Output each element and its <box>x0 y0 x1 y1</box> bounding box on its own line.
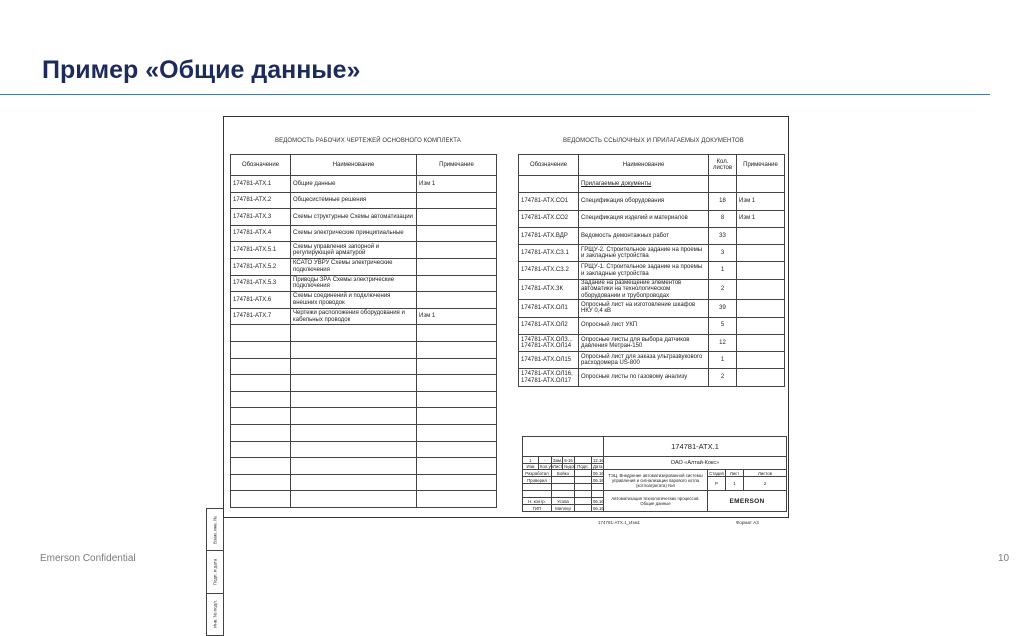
stage-value: Р <box>708 477 726 491</box>
designation-cell: 174781-АТХ.ЗК <box>519 279 579 300</box>
sheet-count: 2 <box>744 477 787 491</box>
sheet-count-cell: 5 <box>709 317 737 334</box>
referenced-documents-table <box>518 154 785 387</box>
sheet-count-cell: 2 <box>709 279 737 300</box>
table-row <box>519 369 785 386</box>
table-row <box>519 193 785 210</box>
table-row <box>519 227 785 244</box>
stamp-date: 06.16 <box>593 498 604 504</box>
table-row <box>519 210 785 227</box>
left-section-caption: ВЕДОМОСТЬ РАБОЧИХ ЧЕРТЕЖЕЙ ОСНОВНОГО КОМПЛЕКТА <box>275 138 461 144</box>
designation-cell <box>231 375 291 392</box>
note-cell <box>417 292 497 309</box>
stamp-role: Н. контр. <box>523 498 552 505</box>
designation-cell: 174781-АТХ.3 <box>231 209 291 226</box>
title-cell <box>291 341 417 358</box>
stamp-person <box>552 477 575 484</box>
stage-header: Листов <box>744 470 787 477</box>
stamp-header-cell: Подп. <box>575 464 592 470</box>
title-cell: Общесистемные решения <box>291 192 417 209</box>
stamp-cell: - <box>539 457 552 464</box>
title-cell: Опросный лист на изготовление шкафов НКУ 0,4 кВ <box>579 300 709 317</box>
stamp-signature <box>575 505 592 512</box>
stamp-cell: 1 <box>523 457 539 464</box>
confidential-footer: Emerson Confidential <box>40 553 136 564</box>
note-cell <box>417 192 497 209</box>
note-cell <box>417 458 497 475</box>
note-cell <box>417 275 497 292</box>
title-cell: Спецификация оборудования <box>579 193 709 210</box>
designation-cell: 174781-АТХ.СЗ.2 <box>519 262 579 279</box>
column-header: Наименование <box>579 155 709 176</box>
stamp-date: 06.16 <box>593 505 604 511</box>
stamp-header-cell: №док <box>564 464 576 469</box>
note-cell <box>737 352 785 369</box>
title-cell <box>291 424 417 441</box>
sheet-count-cell: 2 <box>709 369 737 386</box>
title-cell: Задание на размещение элементов автоматики на технологическом оборудовании и трубопроводах <box>579 279 709 300</box>
table-row <box>519 317 785 334</box>
stamp-header-cell: Изм <box>523 464 539 470</box>
slide-title: Пример «Общие данные» <box>42 56 361 84</box>
table-row <box>519 176 785 193</box>
stamp-person <box>552 491 575 498</box>
table-row <box>231 375 497 392</box>
designation-cell: 174781-АТХ.ОЛ15 <box>519 352 579 369</box>
stamp-date <box>592 491 604 498</box>
table-row <box>231 358 497 375</box>
designation-cell <box>231 358 291 375</box>
table-row <box>519 334 785 351</box>
table-row <box>231 491 497 508</box>
sheet-count-cell <box>709 176 737 193</box>
title-cell: Ведомость демонтажных работ <box>579 227 709 244</box>
title-cell: Схемы электрические принципиальные <box>291 225 417 242</box>
sheet-count-cell: 12 <box>709 334 737 351</box>
stamp-blank <box>523 437 604 457</box>
note-cell <box>737 279 785 300</box>
table-row <box>231 391 497 408</box>
sheet-count-cell: 18 <box>709 193 737 210</box>
designation-cell: 174781-АТХ.ОЛ2 <box>519 317 579 334</box>
title-cell: Опросные листы по газовому анализу <box>579 369 709 386</box>
sheet-count-cell: 1 <box>709 352 737 369</box>
note-cell <box>417 209 497 226</box>
side-approval-strip <box>206 508 224 636</box>
sheet-count-cell: 33 <box>709 227 737 244</box>
table-row <box>231 325 497 342</box>
title-cell <box>291 458 417 475</box>
title-divider <box>0 94 990 95</box>
stamp-person <box>552 484 575 491</box>
stamp-cell: 12.16 <box>593 457 604 463</box>
title-cell: Схемы соединений и подключения внешних проводок <box>291 292 417 309</box>
title-cell: Опросный лист УКП <box>579 317 709 334</box>
designation-cell: 174781-АТХ.1 <box>231 176 291 193</box>
note-cell <box>417 441 497 458</box>
sheet-format: Формат А3 <box>736 520 759 525</box>
sheet-number: 1 <box>726 477 744 491</box>
title-cell: Опросный лист для заказа ультразвукового расходомера US-800 <box>579 352 709 369</box>
title-cell: ГРЩУ-2. Строительное задание на проемы и закладные устройства <box>579 245 709 262</box>
column-header: Наименование <box>291 155 417 176</box>
drawings-register-table <box>230 154 497 508</box>
designation-cell <box>231 391 291 408</box>
side-cell: Взам. инв. № <box>207 509 223 551</box>
stamp-date: 06.16 <box>593 477 604 483</box>
note-cell <box>417 358 497 375</box>
designation-cell: 174781-АТХ.5.1 <box>231 242 291 259</box>
note-cell: Изм 1 <box>417 308 497 325</box>
title-cell <box>291 358 417 375</box>
note-cell <box>737 227 785 244</box>
designation-cell <box>231 424 291 441</box>
stamp-role: ГИП <box>523 505 552 512</box>
column-header: Примечание <box>737 155 785 176</box>
designation-cell: 174781-АТХ.СЗ.1 <box>519 245 579 262</box>
stamp-person: Миллер <box>552 505 575 512</box>
designation-cell <box>231 408 291 425</box>
stamp-cell <box>575 457 592 464</box>
stamp-role: Разработал <box>523 470 552 477</box>
note-cell <box>417 258 497 275</box>
company-logo: EMERSON <box>708 491 787 512</box>
title-cell <box>291 391 417 408</box>
designation-cell: 174781-АТХ.ВДР <box>519 227 579 244</box>
sheet-footer-code: 174781-АТХ.1_Изм1 <box>598 520 641 525</box>
page-number: 10 <box>998 553 1010 564</box>
note-cell <box>417 424 497 441</box>
right-section-caption: ВЕДОМОСТЬ ССЫЛОЧНЫХ И ПРИЛАГАЕМЫХ ДОКУМЕНТОВ <box>563 138 744 144</box>
note-cell <box>417 491 497 508</box>
note-cell: Изм 1 <box>737 210 785 227</box>
stamp-date <box>592 484 604 491</box>
sheet-count-cell: 3 <box>709 245 737 262</box>
sheet-count-cell: 39 <box>709 300 737 317</box>
stamp-role: Проверил <box>523 477 552 484</box>
title-cell: Чертежи расположения оборудования и кабельных проводок <box>291 308 417 325</box>
designation-cell <box>231 491 291 508</box>
note-cell: Изм 1 <box>417 176 497 193</box>
note-cell <box>417 474 497 491</box>
table-row <box>231 192 497 209</box>
note-cell <box>737 317 785 334</box>
stage-header: Стадия <box>709 470 724 476</box>
designation-cell <box>231 341 291 358</box>
designation-cell: 174781-АТХ.ОЛ3... 174781-АТХ.ОЛ14 <box>519 334 579 351</box>
note-cell <box>417 242 497 259</box>
stage-header: Лист <box>726 470 744 477</box>
title-cell: КСАТО УВРУ Схемы электрические подключения <box>291 258 417 275</box>
table-row <box>231 258 497 275</box>
stamp-signature <box>575 470 592 477</box>
table-row <box>231 458 497 475</box>
column-header: Обозначение <box>519 155 579 176</box>
title-cell <box>291 441 417 458</box>
note-cell <box>417 225 497 242</box>
stamp-signature <box>575 491 592 498</box>
stamp-person: Усова <box>552 498 575 505</box>
stamp-signature <box>575 477 592 484</box>
table-row <box>231 474 497 491</box>
side-cell: Инв. № подл. <box>212 600 218 629</box>
designation-cell <box>231 458 291 475</box>
designation-cell: 174781-АТХ.5.3 <box>231 275 291 292</box>
column-header: Обозначение <box>231 155 291 176</box>
title-cell <box>291 408 417 425</box>
table-row <box>231 225 497 242</box>
stamp-signature <box>575 498 592 505</box>
sheet-count-cell: 1 <box>709 262 737 279</box>
stamp-header-cell: Кол.уч <box>540 464 553 469</box>
table-row <box>519 352 785 369</box>
table-row <box>231 242 497 259</box>
drawing-sheet <box>206 116 790 629</box>
table-row <box>231 275 497 292</box>
stamp-signature <box>575 484 592 491</box>
table-row <box>231 408 497 425</box>
designation-cell: 174781-АТХ.СО1 <box>519 193 579 210</box>
stamp-header-cell: Дата <box>593 464 603 469</box>
title-cell: Схемы структурные Схемы автоматизации <box>291 209 417 226</box>
note-cell <box>737 369 785 386</box>
title-cell: ГРЩУ-1. Строительное задание на проемы и закладные устройства <box>579 262 709 279</box>
title-cell <box>291 325 417 342</box>
title-cell <box>291 375 417 392</box>
table-row <box>231 176 497 193</box>
note-cell <box>737 262 785 279</box>
stamp-role <box>523 484 552 491</box>
sheet-name: Автоматизация технологических процессов. Общие данные <box>604 491 708 512</box>
stamp-cell: 6-16 <box>564 457 573 463</box>
designation-cell: 174781-АТХ.7 <box>231 308 291 325</box>
note-cell <box>417 341 497 358</box>
note-cell <box>417 375 497 392</box>
title-cell: Спецификация изделий и материалов <box>579 210 709 227</box>
stamp-role <box>523 491 552 498</box>
note-cell <box>417 408 497 425</box>
title-cell <box>291 491 417 508</box>
note-cell <box>737 334 785 351</box>
note-cell <box>417 391 497 408</box>
organization-name: ОАО «Алтай-Кокс» <box>604 457 787 470</box>
designation-cell: 174781-АТХ.ОЛ16, 174781-АТХ.ОЛ17 <box>519 369 579 386</box>
designation-cell: 174781-АТХ.ОЛ1 <box>519 300 579 317</box>
designation-cell: 174781-АТХ.5.2 <box>231 258 291 275</box>
table-row <box>231 441 497 458</box>
designation-cell: 174781-АТХ.6 <box>231 292 291 309</box>
title-cell: Опросные листы для выбора датчиков давления Метран-150 <box>579 334 709 351</box>
title-cell: Схемы управления запорной и регулирующей арматурой <box>291 242 417 259</box>
designation-cell <box>231 441 291 458</box>
title-cell: Общие данные <box>291 176 417 193</box>
designation-cell: 174781-АТХ.2 <box>231 192 291 209</box>
stamp-date: 06.16 <box>593 470 604 476</box>
column-header: Кол. листов <box>709 155 737 176</box>
sheet-count-cell: 8 <box>709 210 737 227</box>
column-header: Примечание <box>417 155 497 176</box>
designation-cell <box>231 474 291 491</box>
designation-cell <box>519 176 579 193</box>
stamp-cell: Зам. <box>553 457 563 463</box>
project-title: ТЭЦ. Внедрение автоматизированной системы управления и сигнализации парового котла (котлоагрегата) №4 <box>604 470 708 491</box>
designation-cell <box>231 325 291 342</box>
table-row <box>231 308 497 325</box>
title-block <box>522 436 787 512</box>
document-code: 174781-АТХ.1 <box>604 437 787 457</box>
table-row <box>231 341 497 358</box>
table-row <box>519 279 785 300</box>
note-cell <box>737 300 785 317</box>
designation-cell: 174781-АТХ.4 <box>231 225 291 242</box>
title-cell: Прилагаемые документы <box>579 176 709 193</box>
note-cell <box>737 176 785 193</box>
table-row <box>231 292 497 309</box>
table-row <box>231 209 497 226</box>
table-row <box>519 300 785 317</box>
designation-cell: 174781-АТХ.СО2 <box>519 210 579 227</box>
table-row <box>519 262 785 279</box>
note-cell <box>737 245 785 262</box>
title-cell: Приводы ЗРА Схемы электрические подключения <box>291 275 417 292</box>
note-cell: Изм 1 <box>737 193 785 210</box>
title-cell <box>291 474 417 491</box>
side-cell: Подп. и дата <box>207 551 223 593</box>
table-row <box>519 245 785 262</box>
note-cell <box>417 325 497 342</box>
stamp-person: Бойко <box>552 470 575 477</box>
stamp-header-cell: Лист <box>553 464 563 469</box>
table-row <box>231 424 497 441</box>
